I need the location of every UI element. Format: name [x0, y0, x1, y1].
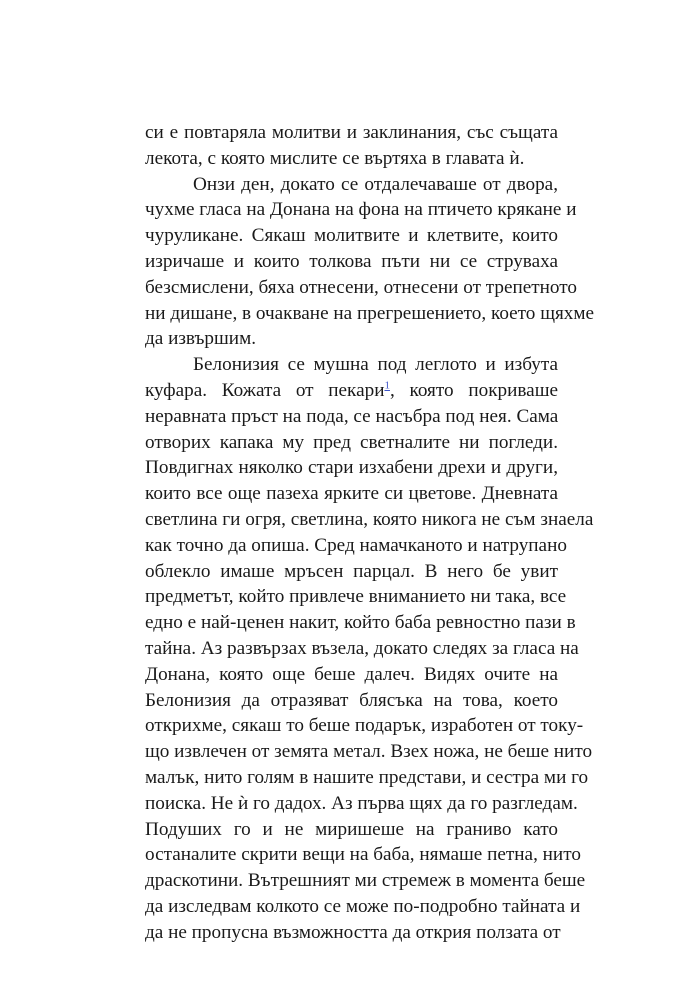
text-line: тайна. Аз развързах възела, докато следях за гласа на — [145, 637, 579, 659]
body-text — [145, 120, 595, 946]
text-line: да не пропусна възможността да открия ползата от — [145, 921, 561, 943]
line-text-tail: , която покриваше — [389, 379, 558, 401]
text-line: Белонизия се мушна под леглото и избута — [193, 354, 558, 376]
footnote-reference-link[interactable]: 1 — [384, 379, 390, 392]
text-line: отворих капака му пред светналите ни погледи. — [145, 431, 558, 453]
text-line: неравната пръст на пода, се насъбра под нея. Сама — [145, 405, 559, 427]
text-line: Подуших го и не миришеше на граниво като — [145, 818, 558, 840]
text-line: Онзи ден, докато се отдалечаваше от двора, — [193, 173, 558, 195]
text-line: безсмислени, бяха отнесени, отнесени от трепетното — [145, 276, 577, 298]
text-line: Донана, която още беше далеч. Видях очите на — [145, 663, 558, 685]
text-line: останалите скрити вещи на баба, нямаше петна, нито — [145, 844, 581, 866]
text-line: открихме, сякаш то беше подарък, изработен от току- — [145, 715, 584, 737]
text-line: поиска. Не ѝ го дадох. Аз първа щях да го разгледам. — [145, 792, 578, 814]
text-line: чуруликане. Сякаш молитвите и клетвите, които — [145, 225, 558, 247]
text-line: предметът, който привлече вниманието ни така, все — [145, 586, 567, 608]
text-line: изричаше и които толкова пъти ни се струваха — [145, 250, 558, 272]
text-line: Белонизия да отразяват блясъка на това, което — [145, 689, 558, 711]
text-line: да извършим. — [145, 328, 257, 350]
text-line-with-footnote — [145, 378, 558, 404]
text-line: лекота, с която мислите се въртяха в главата ѝ. — [145, 147, 525, 169]
line-text: куфара. Кожата от пекари — [145, 379, 385, 401]
text-line: как точно да опиша. Сред намачканото и натрупано — [145, 534, 567, 556]
text-line: облекло имаше мръсен парцал. В него бе увит — [145, 560, 558, 582]
text-line: малък, нито голям в нашите представи, и сестра ми го — [145, 766, 589, 788]
text-line: що извлечен от земята метал. Взех ножа, не беше нито — [145, 741, 593, 763]
text-line: чухме гласа на Донана на фона на птичето крякане и — [145, 199, 577, 221]
text-line: драскотини. Вътрешният ми стремеж в момента беше — [145, 870, 586, 892]
text-line: светлина ги огря, светлина, която никога не съм знаела — [145, 508, 594, 530]
text-line: да изследвам колкото се може по-подробно тайната и — [145, 895, 581, 917]
text-line: едно е най-ценен накит, който баба ревностно пази в — [145, 612, 576, 634]
text-line: ни дишане, в очакване на прегрешението, което щяхме — [145, 302, 595, 324]
text-line: които все още пазеха ярките си цветове. Дневната — [145, 483, 558, 505]
text-line: си е повтаряла молитви и заклинания, със същата — [145, 122, 558, 143]
text-line: Повдигнах няколко стари изхабени дрехи и други, — [145, 457, 558, 479]
